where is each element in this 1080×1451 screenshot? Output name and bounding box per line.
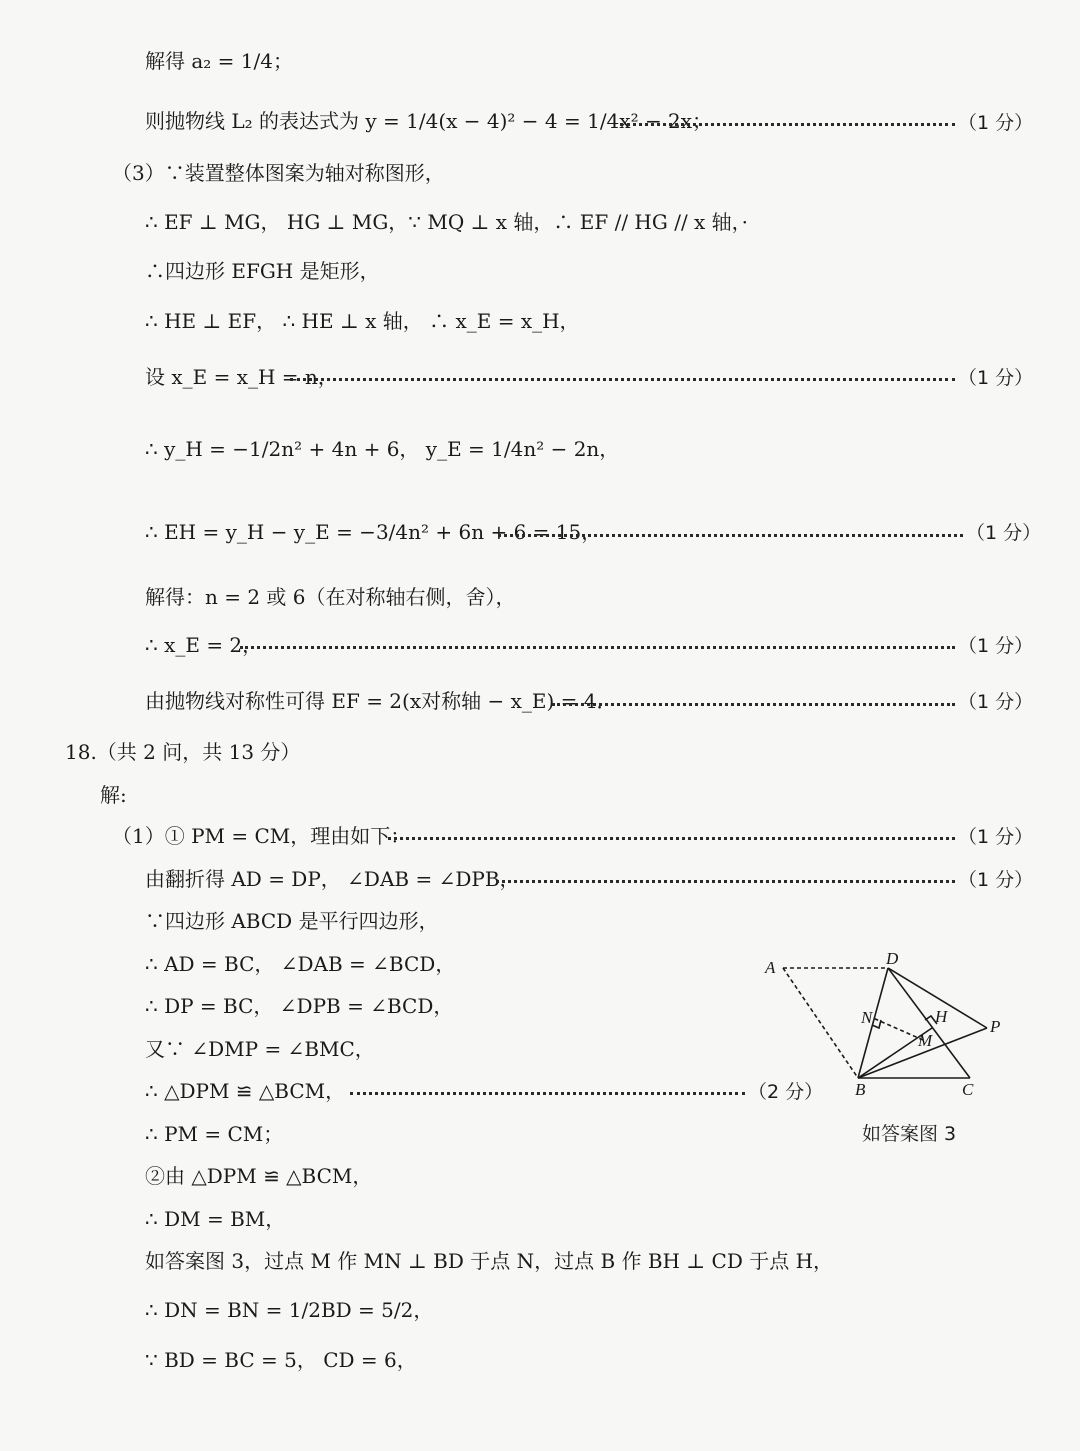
score-1: （1 分） (958, 691, 1034, 713)
line-parallelogram: ∵四边形 ABCD 是平行四边形， (145, 909, 439, 933)
label-d: D (886, 949, 899, 968)
question-18-header: 18.（共 2 问，共 13 分） (65, 740, 301, 764)
line-xe-2: ∴ x_E = 2， (145, 633, 263, 657)
label-m: M (918, 1031, 933, 1050)
line-construct: 如答案图 3，过点 M 作 MN ⊥ BD 于点 N，过点 B 作 BH ⊥ CD 于点 H， (145, 1249, 834, 1273)
line-rectangle: ∴四边形 EFGH 是矩形， (145, 259, 380, 283)
label-a: A (765, 958, 776, 977)
line-set-n: 设 x_E = x_H = n， (145, 365, 338, 389)
score-1: （1 分） (958, 635, 1034, 657)
line-bd-bc: ∵ BD = BC = 5， CD = 6， (145, 1348, 417, 1372)
score-1: （1 分） (958, 112, 1034, 134)
figure-caption: 如答案图 3 (862, 1123, 957, 1145)
line-pm-cm-claim: （1）① PM = CM，理由如下： (112, 824, 411, 848)
solution-label: 解: (100, 783, 127, 807)
label-n: N (861, 1008, 873, 1027)
score-2: （2 分） (748, 1081, 824, 1103)
score-1: （1 分） (958, 367, 1034, 389)
leader-dots (552, 703, 955, 706)
line-l2-expression: 则抛物线 L₂ 的表达式为 y = 1/4(x − 4)² − 4 = 1/4x² − 2x； (145, 109, 713, 133)
line-solve-n: 解得：n = 2 或 6（在对称轴右侧，舍）， (145, 585, 516, 609)
line-part2-start: ②由 △DPM ≌ △BCM， (145, 1164, 373, 1188)
line-solve-a2: 解得 a₂ = 1/4； (145, 49, 293, 73)
label-b: B (855, 1080, 866, 1099)
label-p: P (990, 1017, 1001, 1036)
line-ad-bc: ∴ AD = BC， ∠DAB = ∠BCD， (145, 952, 456, 976)
leader-dots (496, 880, 955, 883)
line-part3-intro: （3）∵装置整体图案为轴对称图形， (112, 161, 445, 185)
line-dn-bn: ∴ DN = BN = 1/2BD = 5/2， (145, 1298, 434, 1322)
line-dp-bc: ∴ DP = BC， ∠DPB = ∠BCD， (145, 994, 454, 1018)
label-h: H (935, 1007, 948, 1026)
line-eh-equation: ∴ EH = y_H − y_E = −3/4n² + 6n + 6 = 15， (145, 520, 602, 544)
leader-dots (388, 837, 955, 840)
line-dm-bm: ∴ DM = BM， (145, 1207, 286, 1231)
line-angle-dmp: 又∵ ∠DMP = ∠BMC， (145, 1037, 375, 1061)
leader-dots (350, 1092, 745, 1095)
score-1: （1 分） (958, 869, 1034, 891)
segment-ab (783, 968, 858, 1078)
leader-dots (240, 646, 955, 649)
leader-dots (290, 378, 955, 381)
geometry-figure (755, 940, 1025, 1110)
line-congruent: ∴ △DPM ≌ △BCM， (145, 1079, 346, 1103)
line-he-perp: ∴ HE ⊥ EF， ∴ HE ⊥ x 轴， ∴ x_E = x_H， (145, 309, 580, 333)
label-c: C (962, 1080, 974, 1099)
leader-dots (498, 534, 963, 537)
line-ef-result: 由抛物线对称性可得 EF = 2(x对称轴 − x_E) = 4． (145, 689, 617, 713)
leader-dots (620, 123, 955, 126)
score-1: （1 分） (958, 826, 1034, 848)
line-pm-eq-cm: ∴ PM = CM； (145, 1122, 284, 1146)
line-perpendicular: ∴ EF ⊥ MG， HG ⊥ MG，∵ MQ ⊥ x 轴，∴ EF // HG // x 轴，· (145, 210, 749, 234)
line-yh-ye: ∴ y_H = −1/2n² + 4n + 6， y_E = 1/4n² − 2n， (145, 437, 620, 461)
score-1: （1 分） (966, 522, 1042, 544)
line-fold: 由翻折得 AD = DP， ∠DAB = ∠DPB， (145, 867, 520, 891)
